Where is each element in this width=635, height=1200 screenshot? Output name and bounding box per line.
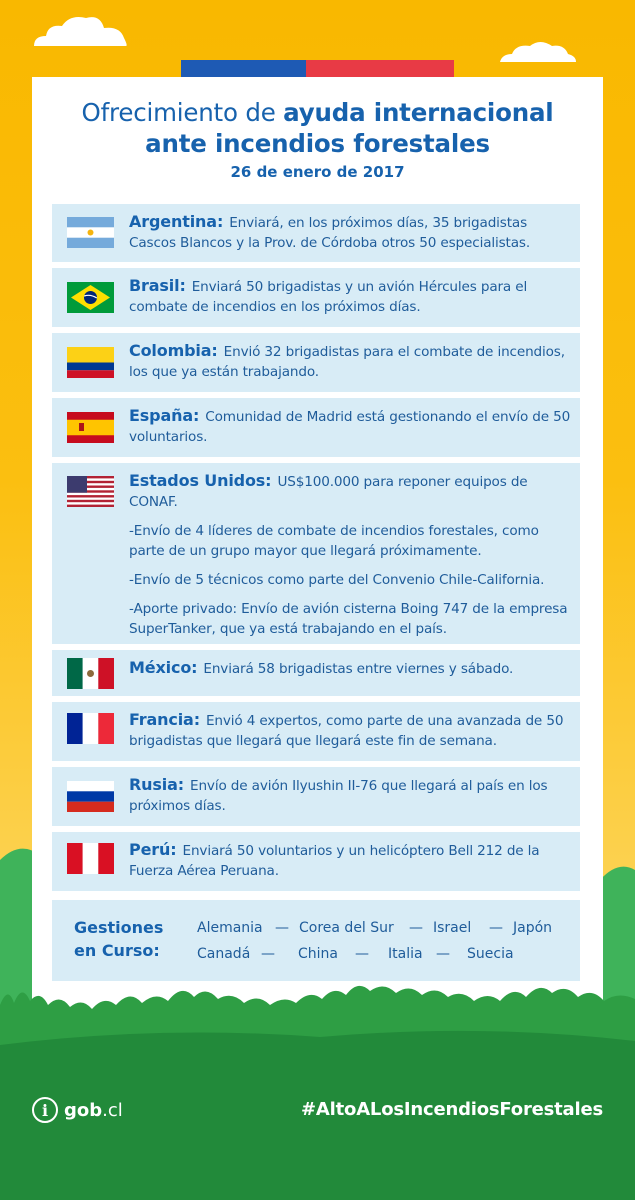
argentina-flag-icon	[67, 217, 114, 248]
content-card	[32, 77, 603, 1030]
country-text	[129, 840, 572, 881]
country-text	[129, 341, 572, 382]
gestiones-row-2	[197, 941, 567, 967]
country-desc: -Envío de 4 líderes de combate de incendios forestales, como parte de un grupo mayor que llegará próximamente.	[129, 523, 539, 559]
country-desc: Enviará 50 voluntarios y un helicóptero Bell 212 de la Fuerza Aérea Peruana.	[129, 843, 540, 879]
gestion-country: Japón	[513, 920, 553, 936]
title-text-2: ayuda internacional	[283, 98, 554, 127]
title-text-3: ante incendios forestales	[145, 129, 490, 158]
country-desc: Enviará, en los próximos días, 35 brigadistas Cascos Blancos y la Prov. de Córdoba otros 50 especialistas.	[129, 215, 531, 251]
country-name: Francia:	[129, 710, 200, 729]
country-row-argentina	[52, 204, 580, 262]
gestion-separator: —	[409, 920, 423, 936]
country-desc: Envió 32 brigadistas para el combate de incendios, los que ya están trabajando.	[129, 344, 565, 380]
country-name: Argentina:	[129, 212, 224, 231]
country-name: Rusia:	[129, 775, 185, 794]
gestiones-list	[197, 915, 567, 967]
country-row-brasil	[52, 268, 580, 327]
gestion-separator: —	[436, 946, 450, 962]
country-name: España:	[129, 406, 200, 425]
country-desc: Enviará 58 brigadistas entre viernes y sábado.	[203, 661, 514, 677]
gestion-country: Corea del Sur	[299, 920, 394, 936]
country-text	[129, 658, 572, 679]
gestiones-panel	[52, 900, 580, 981]
info-icon: i	[32, 1097, 58, 1123]
flag-bar-red	[306, 60, 454, 77]
country-desc: -Envío de 5 técnicos como parte del Convenio Chile-California.	[129, 572, 545, 588]
gestiones-title	[74, 916, 184, 962]
chile-flag-bar	[181, 60, 454, 77]
country-name: Estados Unidos:	[129, 471, 272, 490]
gestiones-row-1	[197, 915, 567, 941]
flag-bar-blue	[181, 60, 306, 77]
gestion-separator: —	[489, 920, 503, 936]
country-desc: Enviará 50 brigadistas y un avión Hércules para el combate de incendios en los próximos días.	[129, 279, 528, 315]
mexico-flag-icon	[67, 658, 114, 689]
country-text	[129, 276, 572, 317]
gestion-country: Italia	[388, 946, 423, 962]
country-name: Brasil:	[129, 276, 186, 295]
gestion-separator: —	[275, 920, 289, 936]
country-desc: Envió 4 expertos, como parte de una avanzada de 50 brigadistas que llegará que llegará este fin de semana.	[129, 713, 564, 749]
gestiones-title-line1: Gestiones	[74, 918, 164, 937]
country-text	[129, 471, 572, 639]
country-desc: Envío de avión Ilyushin II-76 que llegará al país en los próximos días.	[129, 778, 548, 814]
country-desc: Comunidad de Madrid está gestionando el envío de 50 voluntarios.	[129, 409, 571, 445]
country-text	[129, 710, 572, 751]
gestiones-title-line2: en Curso:	[74, 941, 160, 960]
peru-flag-icon	[67, 843, 114, 874]
country-text	[129, 775, 572, 816]
gestion-country: Canadá	[197, 946, 251, 962]
cloud-right-icon	[498, 40, 578, 64]
colombia-flag-icon	[67, 347, 114, 378]
gestion-country: Alemania	[197, 920, 263, 936]
brazil-flag-icon	[67, 282, 114, 313]
gob-cl-logo	[32, 1097, 123, 1123]
russia-flag-icon	[67, 781, 114, 812]
cloud-left-icon	[30, 14, 130, 48]
gestion-separator: —	[355, 946, 369, 962]
title-text-1: Ofrecimiento de	[81, 98, 284, 127]
hashtag: #AltoALosIncendiosForestales	[301, 1099, 603, 1120]
country-row-francia	[52, 702, 580, 761]
country-row-mexico	[52, 650, 580, 696]
grass-hills	[0, 975, 635, 1200]
country-desc: US$100.000 para reponer equipos de CONAF.	[129, 474, 528, 510]
country-desc: -Aporte privado: Envío de avión cisterna Boing 747 de la empresa SuperTanker, que ya está trabajando en el país.	[129, 601, 568, 637]
logo-bold: gob	[64, 1099, 103, 1121]
gestion-country: China	[298, 946, 338, 962]
spain-flag-icon	[67, 412, 114, 443]
logo-text	[64, 1100, 123, 1121]
country-text	[129, 212, 572, 253]
country-row-colombia	[52, 333, 580, 392]
page-title	[32, 97, 603, 159]
gestion-country: Israel	[433, 920, 472, 936]
country-row-peru	[52, 832, 580, 891]
usa-flag-icon	[67, 476, 114, 507]
page-date: 26 de enero de 2017	[230, 163, 405, 181]
country-row-espana	[52, 398, 580, 457]
country-text	[129, 406, 572, 447]
france-flag-icon	[67, 713, 114, 744]
country-name: Perú:	[129, 840, 177, 859]
country-name: México:	[129, 658, 198, 677]
country-name: Colombia:	[129, 341, 218, 360]
country-row-rusia	[52, 767, 580, 826]
gestion-separator: —	[261, 946, 275, 962]
gestion-country: Suecia	[467, 946, 514, 962]
country-row-estados-unidos	[52, 463, 580, 644]
logo-thin: .cl	[102, 1099, 123, 1121]
